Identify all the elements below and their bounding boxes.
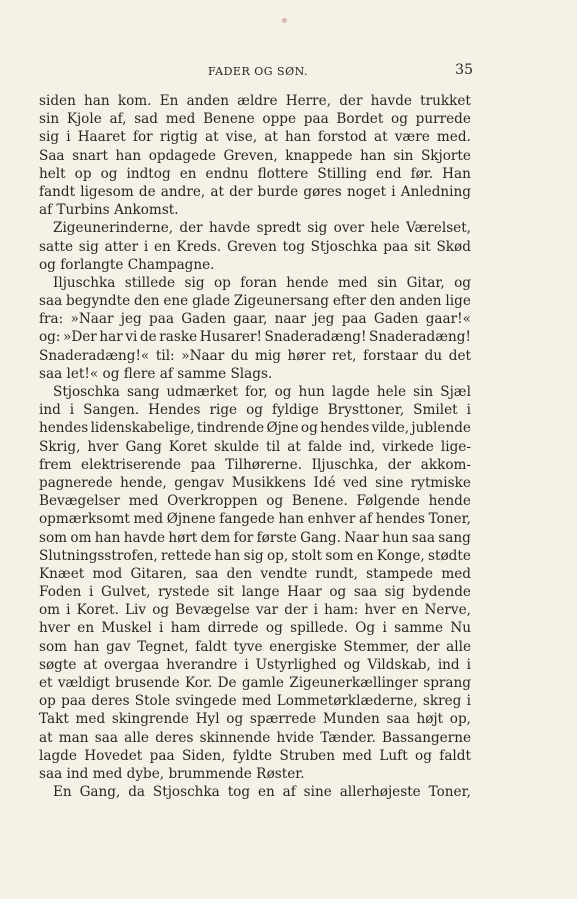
text-line: Zigeunerinderne, der havde spredt sig over hele Værelset,: [53, 220, 471, 237]
text-line: lagde Hovedet paa Siden, fyldte Struben med Luft og faldt: [39, 747, 471, 764]
text-line: saa let!« og flere af samme Slags.: [39, 365, 273, 382]
ink-spot: [282, 18, 287, 23]
text-line: Iljuschka stillede sig op foran hende med sin Gitar, og: [53, 274, 471, 291]
text-line: af Turbins Ankomst.: [39, 202, 179, 219]
text-line: satte sig atter i en Kreds. Greven tog Stjoschka paa sit Skød: [39, 238, 471, 255]
text-line: Saa snart han opdagede Greven, knappede han sin Skjorte: [39, 147, 471, 164]
text-line: frem elektriserende paa Tilhørerne. Iljuschka, der akkom-: [39, 456, 471, 473]
text-line: Knæet mod Gitaren, saa den vendte rundt, stampede med: [39, 565, 471, 582]
text-line: som om han havde hørt dem for første Gang. Naar hun saa sang: [39, 529, 471, 546]
text-line: og: »Der har vi de raske Husarer! Snaderadæng! Snaderadæng!: [39, 329, 471, 346]
text-line: Takt med skingrende Hyl og spærrede Munden saa højt op,: [39, 711, 471, 728]
text-line: at man saa alle deres skinnende hvide Tænder. Bassangerne: [39, 729, 471, 746]
running-head: [43, 62, 473, 80]
text-line: et vældigt brusende Kor. De gamle Zigeunerkællinger sprang: [39, 675, 471, 691]
text-line: saa ind med dybe, brummende Røster.: [39, 765, 305, 782]
text-line: helt op og indtog en endnu flottere Stilling end før. Han: [39, 165, 471, 182]
text-line: sin Kjole af, sad med Benene oppe paa Bordet og purrede: [39, 111, 471, 128]
text-line: Stjoschka sang udmærket for, og hun lagde hele sin Sjæl: [53, 384, 471, 400]
text-line: hendes lidenskabelige, tindrende Øjne og hendes vilde, jublende: [39, 420, 471, 437]
text-line: hver en Muskel i ham dirrede og spillede. Og i samme Nu: [39, 620, 471, 637]
text-line: og forlangte Champagne.: [39, 256, 215, 273]
text-line: siden han kom. En anden ældre Herre, der havde trukket: [39, 93, 471, 109]
text-line: søgte at overgaa hverandre i Ustyrlighed og Vildskab, ind i: [39, 656, 471, 673]
text-line: som han gav Tegnet, faldt tyve energiske Stemmer, der alle: [39, 638, 471, 655]
text-line: sig i Haaret for rigtig at vise, at han forstod at være med.: [39, 129, 471, 146]
text-line: Skrig, hver Gang Koret skulde til at falde ind, virkede lige-: [39, 438, 471, 455]
page-number: 35: [455, 62, 473, 78]
text-line: saa begyndte den ene glade Zigeunersang efter den anden lige: [39, 293, 471, 310]
text-line: fra: »Naar jeg paa Gaden gaar, naar jeg paa Gaden gaar!«: [39, 311, 471, 328]
running-title: FADER OG SØN.: [207, 65, 309, 78]
text-line: Slutningsstrofen, rettede han sig op, stolt som en Konge, stødte: [39, 547, 471, 564]
body-text: [39, 92, 471, 801]
text-line: Foden i Gulvet, rystede sit lange Haar og saa sig bydende: [39, 584, 471, 601]
text-line: om i Koret. Liv og Bevægelse var der i ham: hver en Nerve,: [39, 602, 471, 619]
text-line: pagnerede hende, gengav Musikkens Idé ved sine rytmiske: [39, 474, 471, 491]
text-line: op paa deres Stole svingede med Lommetørklæderne, skreg i: [39, 693, 471, 710]
text-line: opmærksomt med Øjnene fangede han enhver af hendes Toner,: [39, 511, 471, 528]
text-line: fandt ligesom de andre, at der burde gøres noget i Anledning: [39, 183, 471, 200]
text-line: ind i Sangen. Hendes rige og fyldige Brysttoner, Smilet i: [39, 402, 471, 419]
text-line: Bevægelser med Overkroppen og Benene. Følgende hende: [39, 493, 471, 510]
text-line: Snaderadæng!« til: »Naar du mig hører ret, forstaar du det: [39, 347, 471, 364]
text-line: En Gang, da Stjoschka tog en af sine allerhøjeste Toner,: [53, 784, 471, 801]
